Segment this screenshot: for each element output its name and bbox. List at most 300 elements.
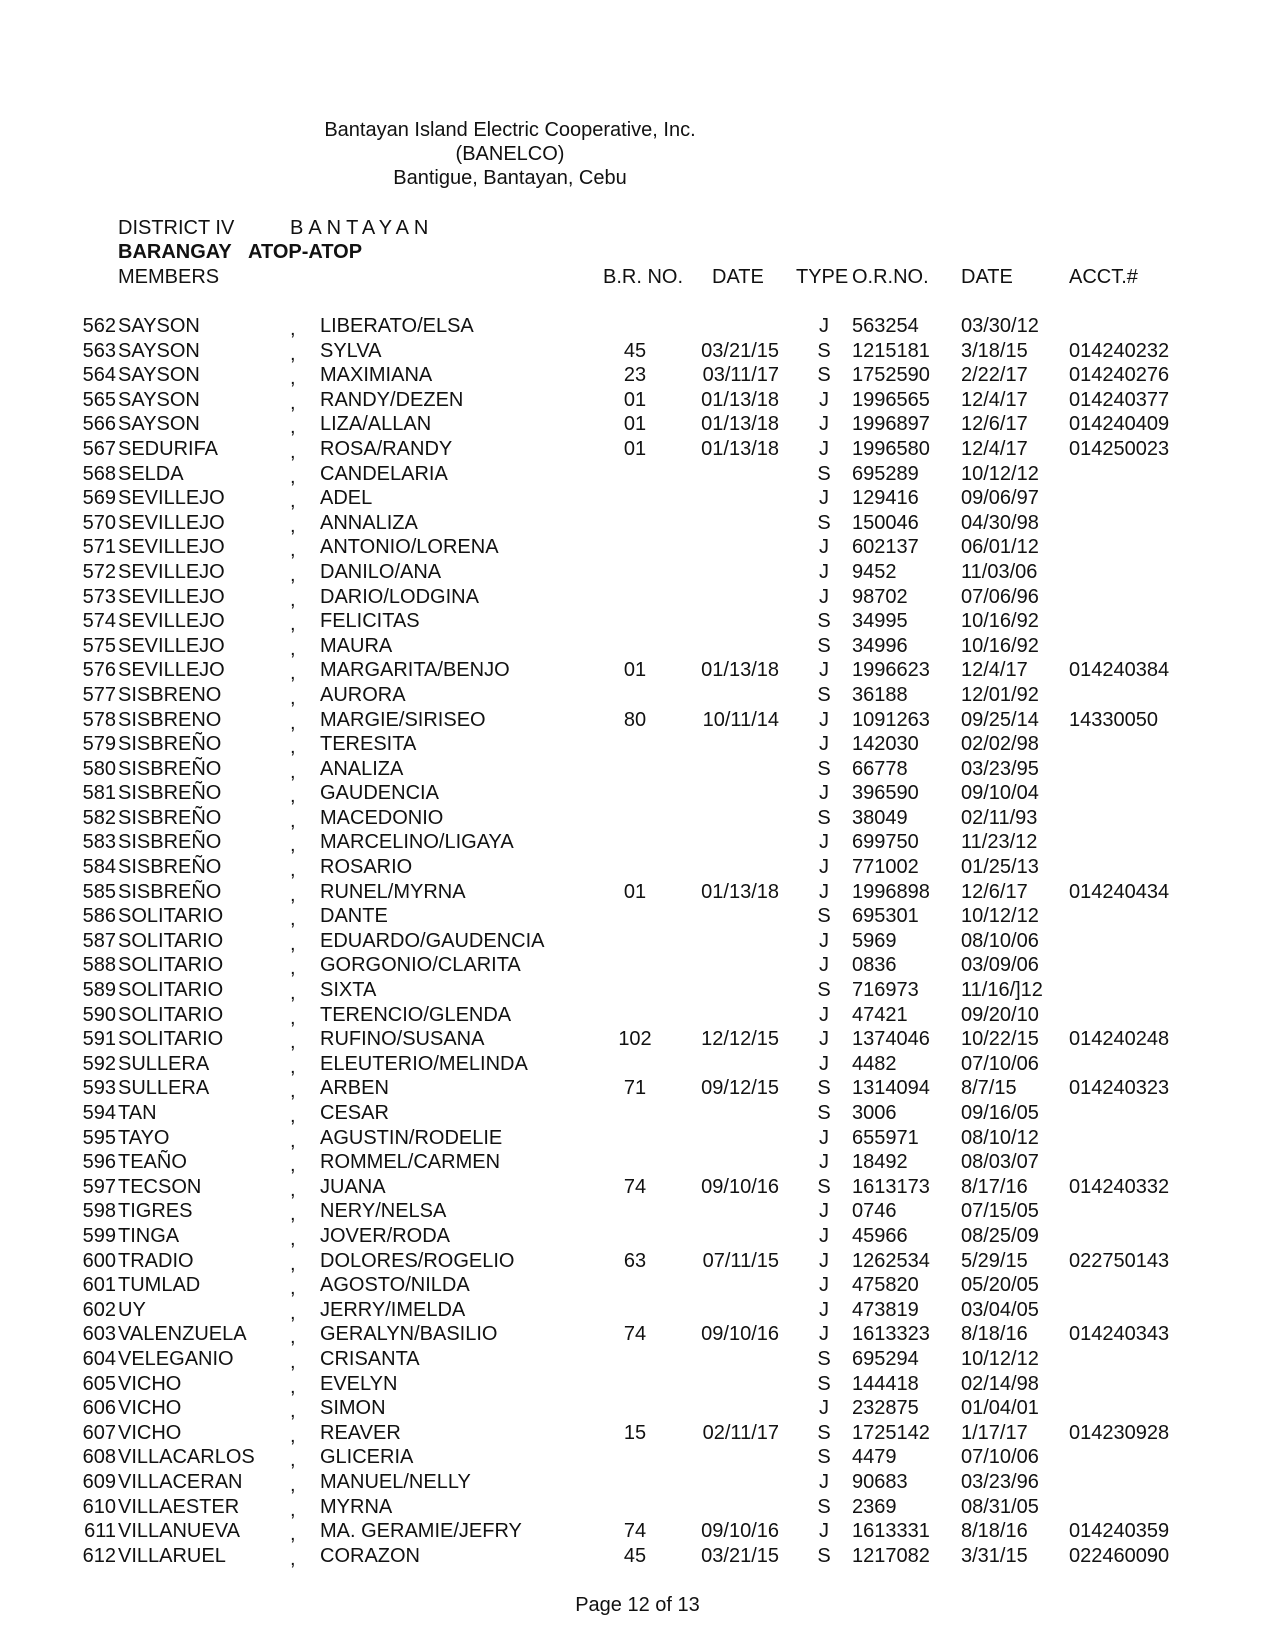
membership-type: J — [819, 733, 829, 756]
or-date: 11/16/]12 — [961, 979, 1043, 1002]
name-separator: , — [290, 1105, 296, 1127]
or-date: 02/02/98 — [961, 733, 1039, 756]
table-row — [0, 1347, 1275, 1372]
member-surname: VILLACERAN — [118, 1470, 243, 1493]
br-number: 15 — [623, 1421, 647, 1444]
account-number: 014240248 — [1069, 1028, 1170, 1051]
membership-type: J — [819, 1003, 829, 1026]
membership-type: S — [817, 634, 831, 657]
member-number: 563 — [82, 339, 116, 362]
br-number: 80 — [623, 708, 647, 731]
or-number: 0746 — [852, 1200, 897, 1223]
member-number: 586 — [82, 905, 116, 928]
member-given-names: CANDELARIA — [320, 462, 448, 485]
or-number: 475820 — [852, 1274, 919, 1297]
br-date: 01/13/18 — [701, 413, 779, 436]
table-row — [0, 1372, 1275, 1397]
table-row — [0, 1101, 1275, 1126]
member-given-names: GERALYN/BASILIO — [320, 1323, 498, 1346]
name-separator: , — [290, 514, 296, 537]
membership-type: J — [819, 1151, 829, 1174]
or-date: 09/06/97 — [961, 487, 1039, 510]
or-date: 10/16/92 — [961, 610, 1039, 633]
table-row — [0, 781, 1275, 806]
or-date: 09/16/05 — [961, 1102, 1039, 1124]
account-number: 14330050 — [1069, 708, 1158, 731]
membership-type: S — [817, 610, 831, 633]
member-number: 565 — [82, 388, 116, 411]
or-date: 08/25/09 — [961, 1224, 1039, 1247]
member-number: 589 — [82, 979, 116, 1002]
member-number: 577 — [82, 683, 116, 706]
member-given-names: CESAR — [320, 1102, 389, 1124]
table-row — [0, 757, 1275, 782]
or-date: 10/16/92 — [961, 634, 1039, 657]
member-surname: SAYSON — [118, 339, 200, 362]
member-given-names: GORGONIO/CLARITA — [320, 954, 521, 977]
account-number: 014240232 — [1069, 339, 1170, 362]
member-surname: VILLACARLOS — [118, 1446, 255, 1469]
table-row — [0, 1027, 1275, 1052]
or-date: 8/18/16 — [961, 1323, 1028, 1346]
or-number: 1996565 — [852, 388, 930, 411]
or-number: 1215181 — [852, 339, 930, 362]
table-row — [0, 437, 1275, 462]
br-number: 01 — [623, 659, 647, 682]
br-number: 01 — [623, 413, 647, 436]
member-given-names: DARIO/LODGINA — [320, 585, 479, 608]
or-number: 38049 — [852, 806, 908, 829]
name-separator: , — [290, 711, 296, 734]
or-date: 08/10/06 — [961, 929, 1039, 952]
membership-type: J — [819, 1224, 829, 1247]
member-given-names: MYRNA — [320, 1495, 393, 1518]
or-date: 10/12/12 — [961, 1347, 1039, 1370]
member-given-names: MAXIMIANA — [320, 364, 433, 387]
member-surname: SEVILLEJO — [118, 585, 225, 608]
member-given-names: DANTE — [320, 905, 388, 928]
member-surname: SISBRENO — [118, 683, 222, 706]
table-row — [0, 904, 1275, 929]
or-number: 4482 — [852, 1052, 897, 1075]
membership-type: S — [817, 905, 831, 928]
member-number: 564 — [82, 364, 116, 387]
member-given-names: TERENCIO/GLENDA — [320, 1003, 512, 1026]
table-row — [0, 1445, 1275, 1470]
account-number: 014240276 — [1069, 364, 1170, 387]
account-number: 014240323 — [1069, 1077, 1170, 1100]
or-date: 06/01/12 — [961, 536, 1039, 559]
table-row — [0, 830, 1275, 855]
name-separator: , — [290, 1473, 296, 1496]
or-number: 34996 — [852, 634, 908, 657]
name-separator: , — [290, 490, 296, 513]
member-surname: TIGRES — [118, 1200, 193, 1223]
member-given-names: AURORA — [320, 683, 406, 706]
member-number: 609 — [82, 1470, 116, 1493]
member-number: 585 — [82, 880, 116, 903]
member-given-names: EVELYN — [320, 1372, 398, 1395]
or-number: 0836 — [852, 954, 897, 977]
member-given-names: JUANA — [320, 1175, 386, 1198]
name-separator: , — [290, 1031, 296, 1054]
membership-type: S — [817, 462, 831, 485]
membership-type: J — [819, 856, 829, 879]
or-number: 1613173 — [852, 1175, 930, 1198]
member-surname: TINGA — [118, 1224, 180, 1247]
membership-type: J — [819, 1274, 829, 1297]
member-given-names: ROMMEL/CARMEN — [320, 1151, 501, 1174]
or-date: 08/03/07 — [961, 1151, 1039, 1174]
barangay-label: BARANGAY — [118, 241, 232, 263]
table-row — [0, 732, 1275, 757]
membership-type: S — [817, 339, 831, 362]
member-given-names: LIBERATO/ELSA — [320, 315, 474, 337]
account-number: 014240434 — [1069, 880, 1170, 903]
br-number: 01 — [623, 388, 647, 411]
br-date: 03/21/15 — [701, 1544, 779, 1567]
org-name: Bantayan Island Electric Cooperative, Inc. — [324, 119, 696, 141]
or-number: 716973 — [852, 979, 919, 1002]
member-given-names: MARGARITA/BENJO — [320, 659, 510, 682]
account-number: 014240359 — [1069, 1520, 1170, 1543]
table-row — [0, 1298, 1275, 1323]
name-separator: , — [290, 1252, 296, 1275]
member-given-names: RUFINO/SUSANA — [320, 1028, 485, 1051]
table-row — [0, 486, 1275, 511]
or-number: 1091263 — [852, 708, 930, 731]
br-date: 09/10/16 — [701, 1323, 779, 1346]
or-number: 1613331 — [852, 1520, 930, 1543]
br-date: 07/11/15 — [702, 1249, 779, 1272]
name-separator: , — [290, 1326, 296, 1349]
table-row — [0, 585, 1275, 610]
table-row — [0, 1224, 1275, 1249]
column-header-br-no: B.R. NO. — [603, 266, 684, 288]
br-number: 102 — [618, 1028, 652, 1051]
member-number: 605 — [82, 1372, 116, 1395]
or-number: 1725142 — [852, 1421, 930, 1444]
membership-type: J — [819, 315, 829, 337]
or-number: 150046 — [852, 511, 919, 534]
or-number: 2369 — [852, 1495, 897, 1518]
table-row — [0, 1470, 1275, 1495]
member-number: 578 — [82, 708, 116, 731]
membership-type: S — [817, 806, 831, 829]
member-number: 596 — [82, 1151, 116, 1174]
or-number: 695301 — [852, 905, 919, 928]
account-number: 014230928 — [1069, 1421, 1170, 1444]
br-date: 09/10/16 — [701, 1175, 779, 1198]
member-surname: TECSON — [118, 1175, 202, 1198]
table-row — [0, 511, 1275, 536]
or-date: 12/4/17 — [961, 437, 1028, 460]
name-separator: , — [290, 1277, 296, 1300]
table-row — [0, 314, 1275, 339]
member-number: 580 — [82, 757, 116, 780]
member-number: 581 — [82, 782, 116, 805]
or-date: 07/10/06 — [961, 1052, 1039, 1075]
table-row — [0, 363, 1275, 388]
or-date: 01/25/13 — [961, 856, 1039, 879]
name-separator: , — [290, 318, 296, 340]
member-surname: VICHO — [118, 1397, 182, 1420]
member-given-names: AGOSTO/NILDA — [320, 1274, 470, 1297]
name-separator: , — [290, 1301, 296, 1324]
br-date: 01/13/18 — [701, 659, 779, 682]
name-separator: , — [290, 1080, 296, 1103]
member-surname: SOLITARIO — [118, 1028, 224, 1051]
name-separator: , — [290, 613, 296, 636]
name-separator: , — [290, 908, 296, 931]
member-surname: SOLITARIO — [118, 929, 224, 952]
name-separator: , — [290, 1449, 296, 1472]
member-surname: SEVILLEJO — [118, 487, 225, 510]
member-given-names: DANILO/ANA — [320, 560, 442, 583]
name-separator: , — [290, 440, 296, 463]
name-separator: , — [290, 637, 296, 660]
membership-type: J — [819, 1126, 829, 1149]
name-separator: , — [290, 1178, 296, 1201]
table-row — [0, 929, 1275, 954]
name-separator: , — [290, 736, 296, 759]
table-row — [0, 658, 1275, 683]
name-separator: , — [290, 785, 296, 808]
member-number: 606 — [82, 1397, 116, 1420]
member-number: 570 — [82, 511, 116, 534]
membership-type: J — [819, 388, 829, 411]
member-number: 571 — [82, 536, 116, 559]
member-given-names: MAURA — [320, 634, 393, 657]
name-separator: , — [290, 1055, 296, 1078]
br-number: 74 — [623, 1520, 647, 1543]
account-number: 022460090 — [1069, 1544, 1170, 1567]
name-separator: , — [290, 686, 296, 709]
membership-type: J — [819, 880, 829, 903]
membership-type: S — [817, 683, 831, 706]
name-separator: , — [290, 1400, 296, 1423]
member-given-names: MARGIE/SIRISEO — [320, 708, 486, 731]
br-number: 71 — [623, 1077, 647, 1100]
or-number: 1996898 — [852, 880, 930, 903]
member-surname: SEVILLEJO — [118, 511, 225, 534]
member-number: 587 — [82, 929, 116, 952]
account-number: 014240384 — [1069, 659, 1170, 682]
barangay-name: ATOP-ATOP — [248, 241, 363, 263]
membership-type: J — [819, 437, 829, 460]
or-date: 8/17/16 — [961, 1175, 1028, 1198]
membership-type: S — [817, 979, 831, 1002]
member-number: 583 — [82, 831, 116, 854]
member-given-names: ARBEN — [320, 1077, 389, 1100]
member-surname: SAYSON — [118, 315, 200, 337]
member-given-names: RANDY/DEZEN — [320, 388, 464, 411]
br-date: 01/13/18 — [701, 437, 779, 460]
table-row — [0, 560, 1275, 585]
membership-type: J — [819, 659, 829, 682]
membership-type: J — [819, 929, 829, 952]
or-number: 90683 — [852, 1470, 908, 1493]
member-surname: TAN — [118, 1102, 157, 1124]
member-number: 592 — [82, 1052, 116, 1075]
member-surname: SEVILLEJO — [118, 634, 225, 657]
member-number: 594 — [82, 1102, 116, 1124]
member-surname: SULLERA — [118, 1077, 210, 1100]
name-separator: , — [290, 760, 296, 783]
member-surname: SEVILLEJO — [118, 536, 225, 559]
or-number: 129416 — [852, 487, 919, 510]
name-separator: , — [290, 416, 296, 439]
table-row — [0, 978, 1275, 1003]
member-number: 602 — [82, 1298, 116, 1321]
or-date: 3/18/15 — [961, 339, 1028, 362]
br-number: 74 — [623, 1323, 647, 1346]
or-number: 45966 — [852, 1224, 908, 1247]
br-date: 12/12/15 — [701, 1028, 779, 1051]
member-given-names: ELEUTERIO/MELINDA — [320, 1052, 528, 1075]
member-number: 599 — [82, 1224, 116, 1247]
name-separator: , — [290, 662, 296, 685]
member-number: 601 — [82, 1274, 116, 1297]
members-list — [0, 314, 1275, 1568]
or-number: 98702 — [852, 585, 908, 608]
or-date: 07/15/05 — [961, 1200, 1039, 1223]
or-date: 2/22/17 — [961, 364, 1028, 387]
or-date: 02/14/98 — [961, 1372, 1039, 1395]
member-surname: VELEGANIO — [118, 1347, 234, 1370]
table-row — [0, 1322, 1275, 1347]
or-date: 09/20/10 — [961, 1003, 1039, 1026]
or-date: 8/7/15 — [961, 1077, 1017, 1100]
br-date: 10/11/14 — [702, 708, 779, 731]
member-surname: SELDA — [118, 462, 184, 485]
or-date: 10/12/12 — [961, 462, 1039, 485]
br-number: 23 — [623, 364, 647, 387]
or-number: 1996580 — [852, 437, 930, 460]
or-number: 396590 — [852, 782, 919, 805]
membership-type: J — [819, 560, 829, 583]
member-number: 597 — [82, 1175, 116, 1198]
or-date: 03/30/12 — [961, 315, 1039, 337]
table-row — [0, 855, 1275, 880]
membership-type: J — [819, 708, 829, 731]
or-number: 1996623 — [852, 659, 930, 682]
member-number: 588 — [82, 954, 116, 977]
member-given-names: ANALIZA — [320, 757, 404, 780]
br-number: 74 — [623, 1175, 647, 1198]
or-date: 08/10/12 — [961, 1126, 1039, 1149]
member-given-names: ANNALIZA — [320, 511, 418, 534]
membership-type: J — [819, 954, 829, 977]
table-row — [0, 388, 1275, 413]
member-given-names: SIXTA — [320, 979, 377, 1002]
name-separator: , — [290, 1424, 296, 1447]
account-number: 014250023 — [1069, 437, 1170, 460]
table-row — [0, 880, 1275, 905]
member-surname: SAYSON — [118, 364, 200, 387]
table-row — [0, 1150, 1275, 1175]
or-number: 142030 — [852, 733, 919, 756]
member-surname: SEVILLEJO — [118, 659, 225, 682]
or-date: 03/09/06 — [961, 954, 1039, 977]
account-number: 014240377 — [1069, 388, 1170, 411]
member-given-names: EDUARDO/GAUDENCIA — [320, 929, 545, 952]
member-given-names: LIZA/ALLAN — [320, 413, 432, 436]
table-row — [0, 1126, 1275, 1151]
table-row — [0, 806, 1275, 831]
name-separator: , — [290, 932, 296, 955]
or-number: 699750 — [852, 831, 919, 854]
table-row — [0, 1052, 1275, 1077]
br-date: 01/13/18 — [701, 388, 779, 411]
membership-type: S — [817, 1421, 831, 1444]
member-number: 611 — [84, 1520, 116, 1543]
table-row — [0, 1175, 1275, 1200]
name-separator: , — [290, 1227, 296, 1250]
or-number: 655971 — [852, 1126, 919, 1149]
member-number: 579 — [82, 733, 116, 756]
membership-type: J — [819, 585, 829, 608]
or-date: 11/23/12 — [961, 831, 1038, 854]
member-surname: SISBREÑO — [118, 733, 222, 756]
or-number: 1613323 — [852, 1323, 930, 1346]
table-row — [0, 462, 1275, 487]
or-number: 34995 — [852, 610, 908, 633]
or-number: 4479 — [852, 1446, 897, 1469]
member-surname: SOLITARIO — [118, 954, 224, 977]
br-number: 63 — [623, 1249, 647, 1272]
membership-type: J — [819, 1397, 829, 1420]
member-given-names: JOVER/RODA — [320, 1224, 451, 1247]
member-number: 569 — [82, 487, 116, 510]
membership-type: J — [819, 1249, 829, 1272]
member-surname: VILLARUEL — [118, 1544, 226, 1567]
district-label: DISTRICT IV — [118, 217, 235, 239]
table-row — [0, 1273, 1275, 1298]
or-date: 02/11/93 — [961, 806, 1038, 829]
or-number: 36188 — [852, 683, 908, 706]
table-row — [0, 412, 1275, 437]
name-separator: , — [290, 342, 296, 365]
or-number: 1314094 — [852, 1077, 930, 1100]
member-surname: SEVILLEJO — [118, 610, 225, 633]
member-number: 603 — [82, 1323, 116, 1346]
membership-type: S — [817, 757, 831, 780]
br-number: 45 — [623, 339, 647, 362]
br-number: 01 — [623, 437, 647, 460]
or-date: 5/29/15 — [961, 1249, 1028, 1272]
member-number: 607 — [82, 1421, 116, 1444]
or-number: 473819 — [852, 1298, 919, 1321]
member-given-names: ADEL — [320, 487, 373, 510]
member-number: 567 — [82, 437, 116, 460]
member-surname: VILLANUEVA — [118, 1520, 240, 1543]
member-number: 591 — [82, 1028, 116, 1051]
name-separator: , — [290, 883, 296, 906]
or-number: 1217082 — [852, 1544, 930, 1567]
membership-type: S — [817, 1175, 831, 1198]
or-date: 12/6/17 — [961, 880, 1028, 903]
membership-type: S — [817, 1446, 831, 1469]
or-date: 8/18/16 — [961, 1520, 1028, 1543]
member-given-names: REAVER — [320, 1421, 401, 1444]
or-date: 03/23/95 — [961, 757, 1039, 780]
org-abbreviation: (BANELCO) — [455, 143, 565, 165]
br-number: 01 — [623, 880, 647, 903]
name-separator: , — [290, 1203, 296, 1226]
column-header-members: MEMBERS — [118, 266, 220, 288]
or-number: 771002 — [852, 856, 919, 879]
